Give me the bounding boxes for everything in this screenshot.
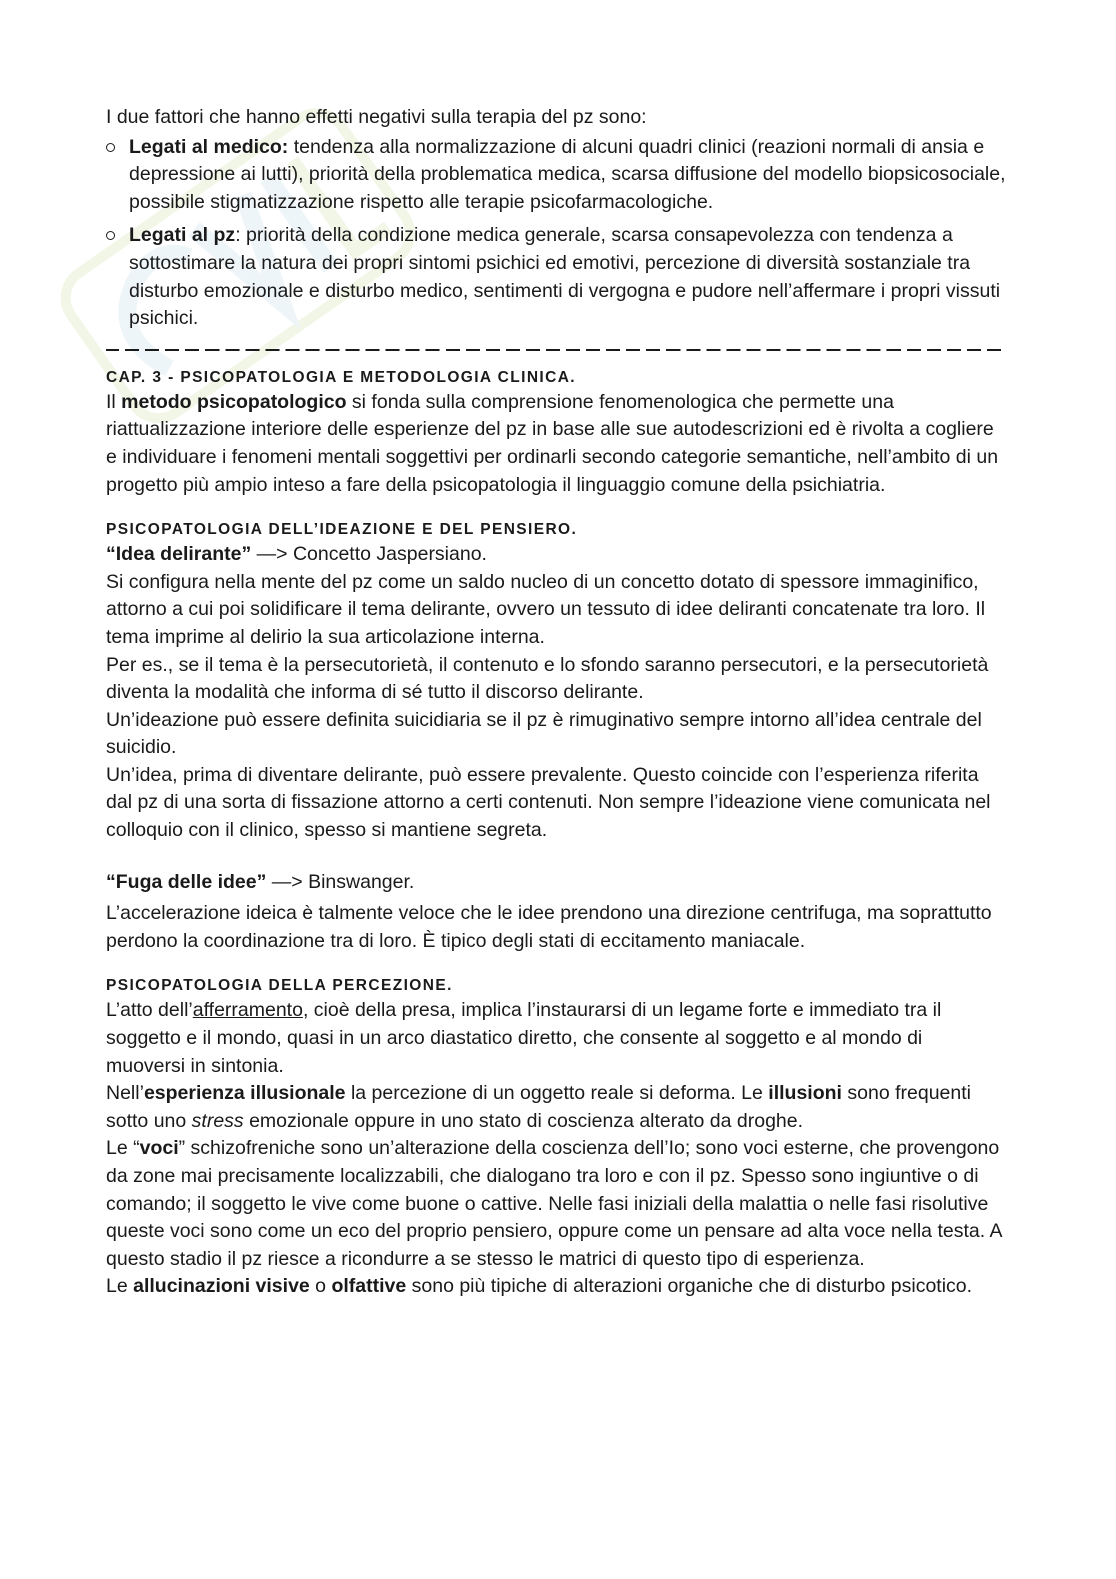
circle-bullet-icon bbox=[106, 143, 115, 152]
paragraph: Le allucinazioni visive o olfattive sono più tipiche di alterazioni organiche che di disturbo psicotico. bbox=[106, 1275, 973, 1298]
section-title-percezione: PSICOPATOLOGIA DELLA PERCEZIONE. bbox=[106, 977, 453, 995]
term-heading: “Fuga delle idee” —> Binswanger. bbox=[106, 870, 415, 893]
document-page bbox=[106, 104, 1006, 1301]
bullet-label: Legati al medico: bbox=[129, 135, 289, 158]
factors-list bbox=[106, 134, 1006, 333]
term-heading: “Idea delirante” —> Concetto Jaspersiano. bbox=[106, 543, 487, 566]
chapter-paragraph: Il metodo psicopatologico si fonda sulla comprensione fenomenologica che permette una riattualizzazione interiore delle esperienze del pz in base alle sue autodescrizioni ed è rivolta a cogliere e individuare i fenomeni mentali soggettivi per ordinarli secondo categorie semantiche, nell’ambito di un progetto più ampio inteso a fare della psicopatologia il linguaggio comune della psichiatria. bbox=[106, 390, 999, 496]
bullet-label: Legati al pz bbox=[129, 224, 236, 247]
paragraph: Un’ideazione può essere definita suicidiaria se il pz è rimuginativo sempre intorno all’idea centrale del suicidio. bbox=[106, 708, 982, 759]
bullet-text: tendenza alla normalizzazione di alcuni quadri clinici (reazioni normali di ansia e depressione ai lutti), priorità della problematica medica, scarsa diffusione del modello biopsicosociale, possibile stigmatizzazione rispetto alle terapie psicofarmacologiche. bbox=[129, 135, 1006, 213]
paragraph: L’accelerazione ideica è talmente veloce che le idee prendono una direzione centrifuga, ma soprattutto perdono la coordinazione tra di loro. È tipico degli stati di eccitamento maniacale. bbox=[106, 902, 992, 952]
circle-bullet-icon bbox=[106, 231, 115, 240]
paragraph: L’atto dell’afferramento, cioè della presa, implica l’instaurarsi di un legame forte e immediato tra il soggetto e il mondo, quasi in un arco diastatico diretto, che consente al soggetto e al mondo di muoversi in sintonia. bbox=[106, 999, 942, 1077]
intro-paragraph: I due fattori che hanno effetti negativi sulla terapia del pz sono: bbox=[106, 106, 647, 128]
chapter-title: CAP. 3 - PSICOPATOLOGIA E METODOLOGIA CLINICA. bbox=[106, 368, 577, 386]
bullet-text: : priorità della condizione medica generale, scarsa consapevolezza con tendenza a sottostimare la natura dei propri sintomi psichici ed emotivi, percezione di diversità sostanziale tra disturbo emozionale e disturbo medico, sentimenti di vergogna e pudore nell’affermare i propri vissuti psichici. bbox=[129, 224, 1001, 330]
section-title-ideazione: PSICOPATOLOGIA DELL’IDEAZIONE E DEL PENSIERO. bbox=[106, 521, 578, 539]
paragraph: Le “voci” schizofreniche sono un’alterazione della coscienza dell’Io; sono voci esterne, che provengono da zone mai precisamente localizzabili, che dialogano tra loro e con il pz. Spesso sono ingiuntive o di comando; il soggetto le vive come buone o cattive. Nelle fasi iniziali della malattia o nelle fasi risolutive queste voci sono come un eco del proprio pensiero, oppure come un pensare ad alta voce nella testa. A questo stadio il pz riesce a ricondurre a se stesso le matrici di questo tipo di esperienza. bbox=[106, 1137, 1002, 1270]
paragraph: Un’idea, prima di diventare delirante, può essere prevalente. Questo coincide con l’esperienza riferita dal pz di una sorta di fissazione attorno a certi contenuti. Non sempre l’ideazione viene comunicata nel colloquio con il clinico, spesso si mantiene segreta. bbox=[106, 763, 991, 842]
list-item bbox=[106, 222, 1006, 332]
paragraph: Nell’esperienza illusionale la percezione di un oggetto reale si deforma. Le illusioni sono frequenti sotto uno stress emozionale oppure in uno stato di coscienza alterato da droghe. bbox=[106, 1082, 971, 1132]
list-item bbox=[106, 134, 1006, 217]
paragraph: Si configura nella mente del pz come un saldo nucleo di un concetto dotato di spessore immaginifico, attorno a cui poi solidificare il tema delirante, ovvero un tessuto di idee deliranti concatenate tra loro. Il tema imprime al delirio la sua articolazione interna. bbox=[106, 570, 986, 648]
paragraph: Per es., se il tema è la persecutorietà, il contenuto e lo sfondo saranno persecutori, e la persecutorietà diventa la modalità che informa di sé tutto il discorso delirante. bbox=[106, 653, 989, 704]
dashed-divider bbox=[106, 339, 1006, 351]
